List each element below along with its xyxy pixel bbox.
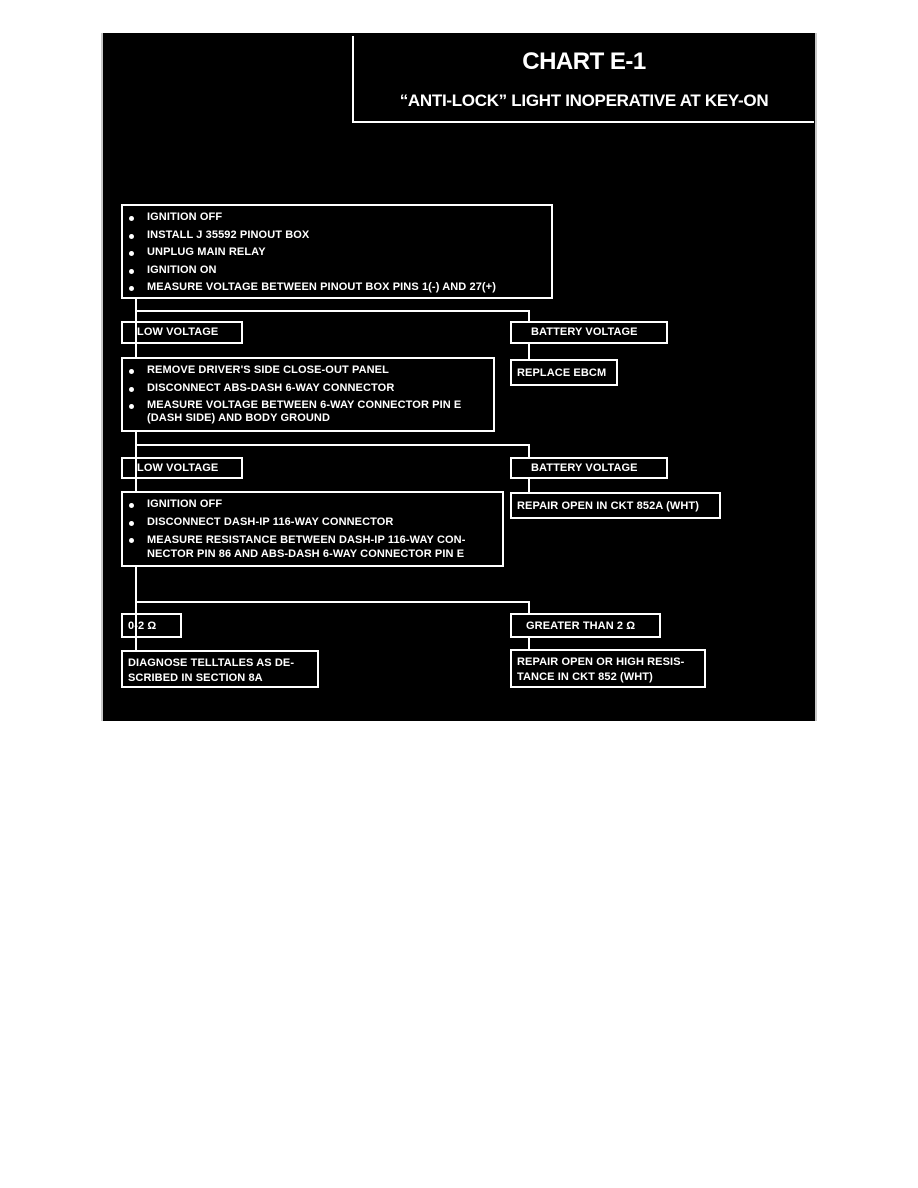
repair-open-ckt-852a-box: REPAIR OPEN IN CKT 852A (WHT) bbox=[510, 492, 721, 519]
repair-open-ckt-852-box: REPAIR OPEN OR HIGH RESIS- TANCE IN CKT 852 (WHT) bbox=[510, 649, 706, 688]
step2-item: DISCONNECT ABS-DASH 6-WAY CONNECTOR bbox=[123, 380, 493, 398]
chart-title: CHART E-1 bbox=[522, 48, 646, 75]
step3-item: MEASURE RESISTANCE BETWEEN DASH-IP 116-WAY CON- NECTOR PIN 86 AND ABS-DASH 6-WAY CONNECTOR PIN E bbox=[123, 531, 502, 561]
connector-step2-split bbox=[136, 445, 529, 457]
step1-box bbox=[121, 204, 553, 299]
resistance-low-label: 0-2 Ω bbox=[121, 613, 182, 638]
branch2-low-voltage-label: LOW VOLTAGE bbox=[121, 457, 243, 479]
branch2-battery-voltage-label: BATTERY VOLTAGE bbox=[510, 457, 668, 479]
step3-item: IGNITION OFF bbox=[123, 496, 502, 514]
step3-box bbox=[121, 491, 504, 567]
chart-subtitle: “ANTI-LOCK” LIGHT INOPERATIVE AT KEY-ON bbox=[399, 91, 769, 110]
step1-item: IGNITION ON bbox=[123, 262, 551, 280]
branch1-battery-voltage-label: BATTERY VOLTAGE bbox=[510, 321, 668, 344]
diagnose-telltales-box: DIAGNOSE TELLTALES AS DE- SCRIBED IN SECTION 8A bbox=[121, 650, 319, 688]
step3-item: DISCONNECT DASH-IP 116-WAY CONNECTOR bbox=[123, 514, 502, 532]
step1-item: IGNITION OFF bbox=[123, 209, 551, 227]
step1-item: UNPLUG MAIN RELAY bbox=[123, 244, 551, 262]
step1-item: INSTALL J 35592 PINOUT BOX bbox=[123, 227, 551, 245]
step2-item: REMOVE DRIVER'S SIDE CLOSE-OUT PANEL bbox=[123, 362, 493, 380]
step2-box bbox=[121, 357, 495, 432]
branch1-low-voltage-label: LOW VOLTAGE bbox=[121, 321, 243, 344]
step1-item: MEASURE VOLTAGE BETWEEN PINOUT BOX PINS 1(-) AND 27(+) bbox=[123, 279, 551, 297]
replace-ebcm-box: REPLACE EBCM bbox=[510, 359, 618, 386]
connector-step3-split bbox=[136, 602, 529, 613]
chart-header bbox=[352, 36, 814, 123]
resistance-high-label: GREATER THAN 2 Ω bbox=[510, 613, 661, 638]
connector-step1-split bbox=[136, 311, 529, 321]
step2-item: MEASURE VOLTAGE BETWEEN 6-WAY CONNECTOR PIN E (DASH SIDE) AND BODY GROUND bbox=[123, 397, 493, 425]
